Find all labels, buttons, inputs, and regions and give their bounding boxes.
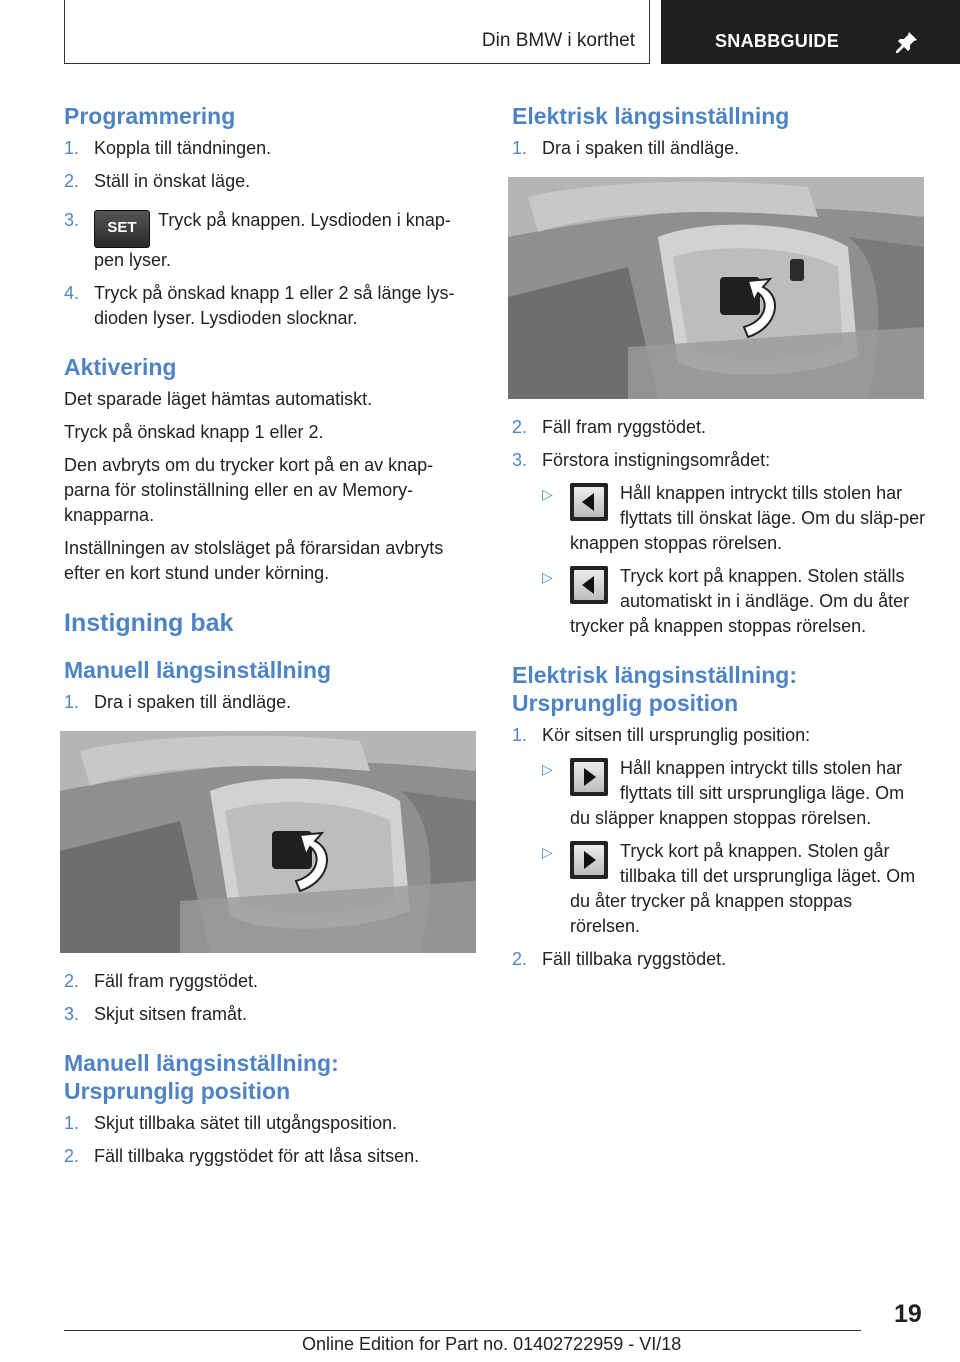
triangle-bullet-icon: ▷ (542, 761, 553, 777)
list-item (64, 969, 476, 994)
list-item (64, 136, 476, 161)
list-item (64, 1144, 476, 1169)
step-text: Fäll fram ryggstödet. (542, 417, 707, 437)
step-number: 2. (512, 949, 528, 969)
heading-programmering: Programmering (64, 103, 236, 129)
left-column (64, 102, 476, 1177)
step-number: 1. (64, 1113, 80, 1133)
sub-list-item (512, 839, 926, 939)
step-number: 3. (512, 450, 528, 470)
step-number: 1. (64, 138, 80, 158)
triangle-bullet-icon: ▷ (542, 844, 553, 860)
step-number: 2. (64, 971, 80, 991)
step-number: 2. (512, 417, 528, 437)
sub-text: Håll knappen intryckt tills stolen har flyttats till sitt ursprungliga läge. Om du släpper knappen stoppas rörelsen. (570, 758, 905, 828)
step-text: Fäll tillbaka ryggstödet. (542, 949, 727, 969)
page-number: 19 (894, 1300, 922, 1328)
sub-list-item (512, 481, 926, 556)
right-column (512, 102, 926, 980)
heading-elektrisk-ursprunglig: Elektrisk längsinställning: Ursprunglig position (512, 662, 798, 716)
footer-edition: Online Edition for Part no. 01402722959 - VI/18 (302, 1334, 682, 1354)
set-button-icon: SET (94, 210, 150, 248)
chapter-title: Din BMW i korthet (481, 30, 635, 51)
step-text: Fäll tillbaka ryggstödet för att låsa sitsen. (94, 1146, 420, 1166)
step-number: 3. (64, 1004, 80, 1024)
section-label: SNABBGUIDE (715, 31, 840, 51)
step-text: Tryck på knappen. Lysdioden i knap-pen lyser. (94, 210, 451, 270)
list-item (512, 448, 926, 473)
list-item (512, 947, 926, 972)
arrow-right-icon (570, 758, 608, 796)
step-number: 2. (64, 171, 80, 191)
heading-aktivering: Aktivering (64, 354, 177, 380)
arrow-right-icon (570, 841, 608, 879)
header-section-box (661, 0, 960, 64)
sub-list-item (512, 564, 926, 639)
step-text: Dra i spaken till ändläge. (94, 692, 292, 712)
list-item (64, 169, 476, 194)
seat-photo (60, 731, 476, 953)
list-item (64, 208, 476, 273)
heading-manuell-langsinstallning: Manuell längsinställning (64, 657, 332, 683)
list-item (64, 1002, 476, 1027)
sub-text: Håll knappen intryckt tills stolen har flyttats till önskat läge. Om du släp-per knappen stoppas rörelsen. (570, 483, 926, 553)
step-text: Skjut tillbaka sätet till utgångsposition. (94, 1113, 398, 1133)
triangle-bullet-icon: ▷ (542, 486, 553, 502)
step-number: 1. (512, 725, 528, 745)
list-item (512, 136, 926, 161)
paragraph: Tryck på önskad knapp 1 eller 2. (64, 422, 324, 442)
step-text: Förstora instigningsområdet: (542, 450, 771, 470)
step-text: Koppla till tändningen. (94, 138, 272, 158)
step-text: Ställ in önskat läge. (94, 171, 251, 191)
triangle-bullet-icon: ▷ (542, 569, 553, 585)
paragraph: Det sparade läget hämtas automatiskt. (64, 389, 373, 409)
step-number: 3. (64, 210, 80, 230)
list-item (64, 281, 476, 331)
step-text: Tryck på önskad knapp 1 eller 2 så länge lys-dioden lyser. Lysdioden slocknar. (94, 283, 455, 328)
heading-manuell-ursprunglig: Manuell längsinställning: Ursprunglig position (64, 1050, 339, 1104)
step-number: 4. (64, 283, 80, 303)
sub-list-item (512, 756, 926, 831)
arrow-left-icon (570, 566, 608, 604)
step-text: Kör sitsen till ursprunglig position: (542, 725, 811, 745)
seat-photo (508, 177, 924, 399)
heading-elektrisk-langsinstallning: Elektrisk längsinställning (512, 103, 790, 129)
step-number: 1. (64, 692, 80, 712)
list-item (64, 1111, 476, 1136)
sub-text: Tryck kort på knappen. Stolen ställs automatiskt in i ändläge. Om du åter trycker på knappen stoppas rörelsen. (570, 566, 910, 636)
list-item (64, 690, 476, 715)
step-text: Fäll fram ryggstödet. (94, 971, 259, 991)
step-number: 2. (64, 1146, 80, 1166)
step-number: 1. (512, 138, 528, 158)
footer-divider (64, 1330, 861, 1331)
paragraph: Den avbryts om du trycker kort på en av knap-parna för stolinställning eller en av Memory-knapparna. (64, 455, 434, 525)
sub-text: Tryck kort på knappen. Stolen går tillbaka till det ursprungliga läget. Om du åter trycker på knappen stoppas rörelsen. (570, 841, 916, 936)
list-item (512, 415, 926, 440)
pin-icon (895, 30, 919, 54)
list-item (512, 723, 926, 748)
paragraph: Inställningen av stolsläget på förarsidan avbryts efter en kort stund under körning. (64, 538, 444, 583)
step-text: Dra i spaken till ändläge. (542, 138, 740, 158)
heading-instigning-bak: Instigning bak (64, 609, 234, 637)
step-text: Skjut sitsen framåt. (94, 1004, 248, 1024)
arrow-left-icon (570, 483, 608, 521)
header-title-box (64, 0, 650, 64)
